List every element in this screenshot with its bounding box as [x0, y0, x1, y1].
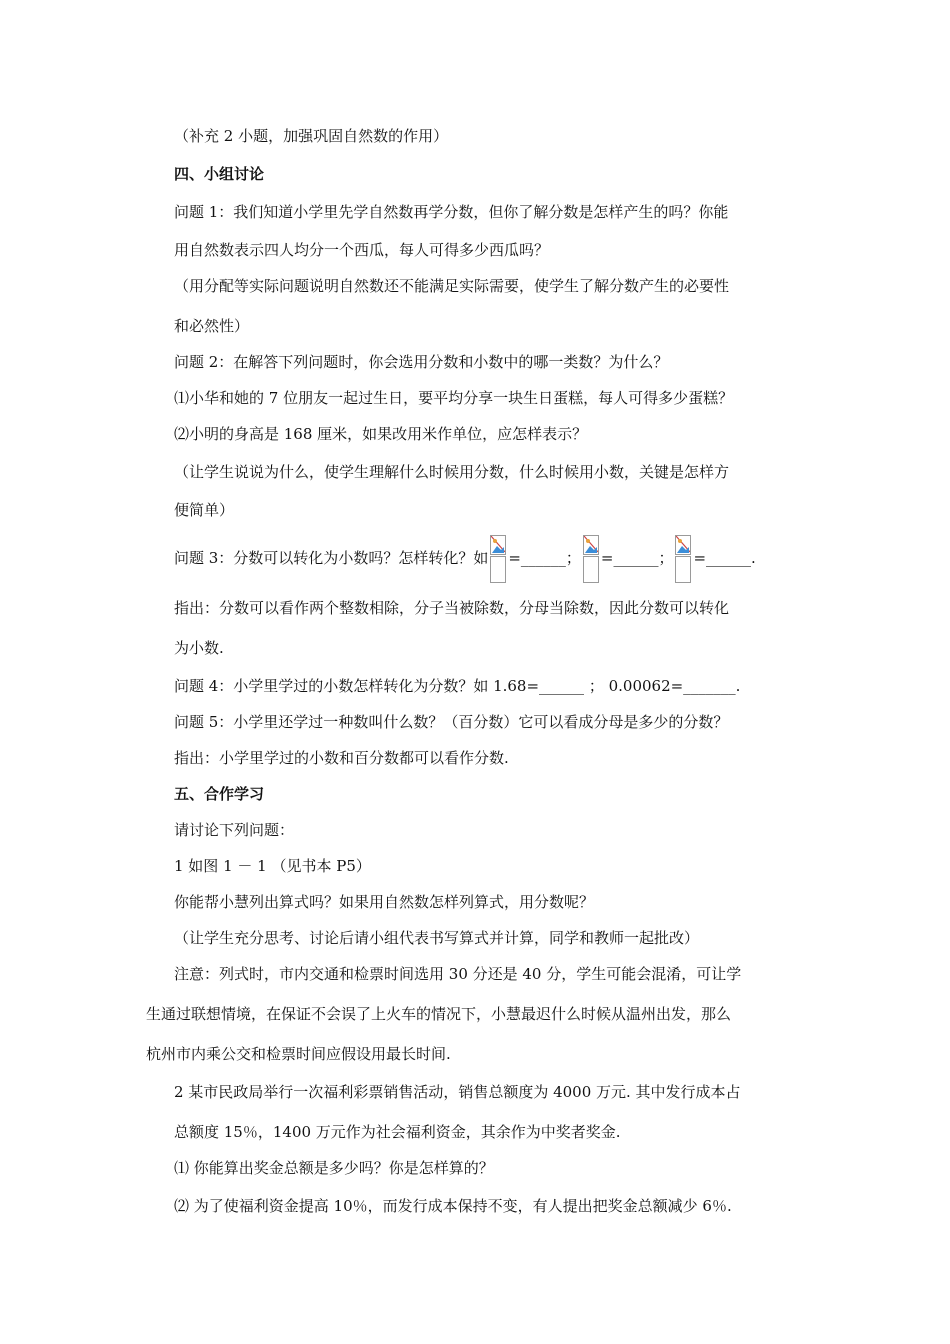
question-2: 问题 2：在解答下列问题时，你会选用分数和小数中的哪一类数？为什么？ — [174, 353, 669, 371]
broken-image-icon — [676, 536, 690, 554]
explanation-1-line-2: 为小数. — [174, 639, 224, 657]
item-2-subquestion-2: ⑵ 为了使福利资金提高 10％，而发行成本保持不变，有人提出把奖金总额减少 6％. — [174, 1197, 732, 1215]
section-heading-group-discussion: 四、小组讨论 — [174, 165, 265, 183]
supplement-note: （补充 2 小题，加强巩固自然数的作用） — [174, 127, 449, 145]
discussion-prompt: 请讨论下列问题： — [174, 821, 295, 839]
attention-line-2: 生通过联想情境，在保证不会误了上火车的情况下，小慧最迟什么时候从温州出发，那么 — [146, 1005, 732, 1023]
item-1-note: （让学生充分思考、讨论后请小组代表书写算式并计算，同学和教师一起批改） — [174, 929, 700, 947]
item-1-question: 你能帮小慧列出算式吗？如果用自然数怎样列算式，用分数呢？ — [174, 893, 595, 911]
question-1-note-line-2: 和必然性） — [174, 317, 250, 335]
question-5: 问题 5：小学里还学过一种数叫什么数？（百分数）它可以看成分母是多少的分数？ — [174, 713, 729, 731]
fraction-image-3 — [675, 535, 691, 583]
question-1-line-2: 用自然数表示四人均分一个西瓜，每人可得多少西瓜吗？ — [174, 241, 550, 259]
question-3 — [174, 534, 756, 583]
item-1-title: 1 如图 1 － 1 （见书本 P5） — [174, 857, 371, 875]
question-3-eq-1: =______； — [508, 549, 581, 567]
fraction-image-2 — [583, 535, 599, 583]
attention-line-1: 注意：列式时，市内交通和检票时间选用 30 分还是 40 分，学生可能会混淆，可让学 — [174, 965, 742, 983]
broken-image-icon — [584, 536, 598, 554]
item-2-line-2: 总额度 15％，1400 万元作为社会福利资金，其余作为中奖者奖金. — [174, 1123, 621, 1141]
attention-line-3: 杭州市内乘公交和检票时间应假设用最长时间. — [146, 1045, 451, 1063]
question-1-line-1: 问题 1：我们知道小学里先学自然数再学分数，但你了解分数是怎样产生的吗？你能 — [174, 203, 729, 221]
item-2-line-1: 2 某市民政局举行一次福利彩票销售活动，销售总额度为 4000 万元. 其中发行成本占 — [174, 1083, 741, 1101]
question-1-note-line-1: （用分配等实际问题说明自然数还不能满足实际需要，使学生了解分数产生的必要性 — [174, 277, 730, 295]
item-2-subquestion-1: ⑴ 你能算出奖金总额是多少吗？你是怎样算的？ — [174, 1159, 494, 1177]
broken-image-icon — [491, 536, 505, 554]
section-heading-cooperative-learning: 五、合作学习 — [174, 785, 265, 803]
question-3-text: 问题 3：分数可以转化为小数吗？怎样转化？如 — [174, 549, 489, 567]
question-2-note-line-2: 便简单） — [174, 501, 235, 519]
question-2-item-2: ⑵小明的身高是 168 厘米，如果改用米作单位，应怎样表示？ — [174, 425, 588, 443]
explanation-2: 指出：小学里学过的小数和百分数都可以看作分数. — [174, 749, 509, 767]
explanation-1-line-1: 指出：分数可以看作两个整数相除，分子当被除数，分母当除数，因此分数可以转化 — [174, 599, 730, 617]
question-2-item-1: ⑴小华和她的 7 位朋友一起过生日，要平均分享一块生日蛋糕，每人可得多少蛋糕？ — [174, 389, 734, 407]
question-3-eq-2: =______； — [600, 549, 674, 567]
fraction-image-1 — [490, 535, 506, 583]
question-2-note-line-1: （让学生说说为什么，使学生理解什么时候用分数，什么时候用小数，关键是怎样方 — [174, 463, 730, 481]
question-3-eq-3: =______. — [693, 549, 756, 567]
question-4: 问题 4：小学里学过的小数怎样转化为分数？如 1.68=______ ； 0.00062=_______. — [174, 677, 741, 695]
